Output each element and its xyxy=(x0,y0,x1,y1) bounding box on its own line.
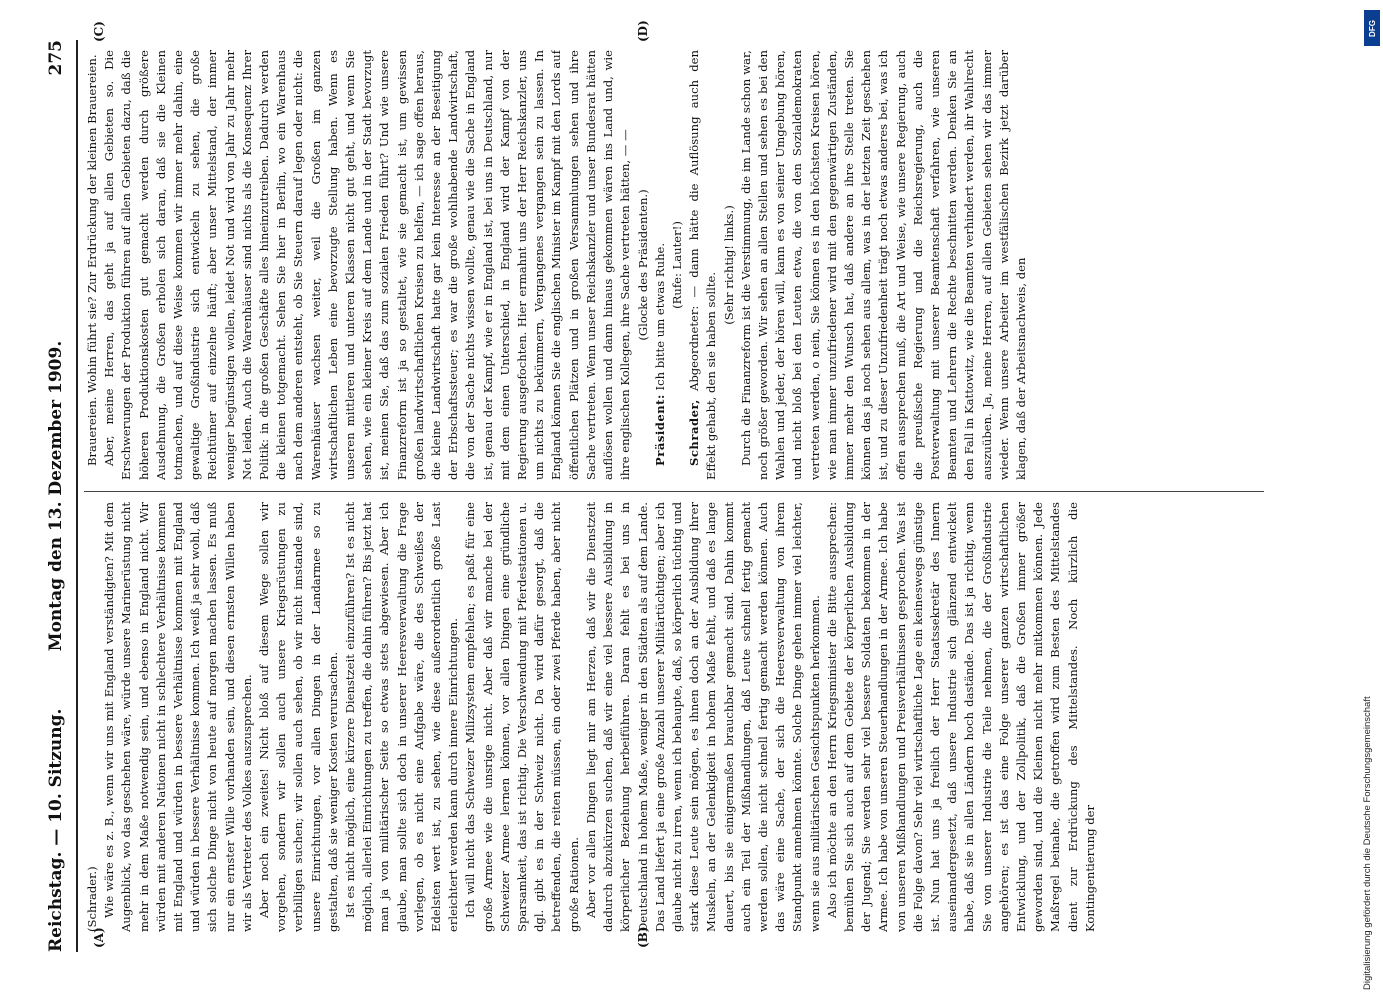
page-number: 275 xyxy=(46,40,66,76)
speaker-remark xyxy=(686,50,720,480)
applause-note: (Sehr richtig! links.) xyxy=(721,205,736,325)
paragraph: Wie wäre es z. B., wenn wir uns mit England verständigten? Mit dem Augenblick, wo das geschehen wäre, würde unsere Marinerüstung nicht mehr in dem Maße notwendig sein, und ebenso in England nicht. Wir würden mit anderen Nationen nicht in schlechtere Verhältnisse kommen mit England und würden in bessere Verhältnisse kommen mit England und würden in bessere Verhältnisse kommen. Ich weiß ja sehr wohl, daß sich solche Dinge nicht von heute auf morgen machen lassen. Es muß nur ein ernster Wille vorhanden sein, und diesen ernsten Willen haben wir als Vertreter des Volkes auszusprechen. xyxy=(102,502,254,932)
paragraph: Ich will nicht das Schweizer Milizsystem empfehlen; es paßt für eine große Armee wie die unsrige nicht. Aber daß wir manche bei der Schweizer Armee lernen können, vor allen Dingen eine gründliche Sparsamkeit, das ist richtig. Die Verschwendung mit Pferdestationen u. dgl. gibt es in der Schweiz nicht. Da wird dafür gesorgt, daß die betreffenden, die reiten müssen, ein oder zwei Pferde haben, aber nicht große Rationen. xyxy=(463,502,581,932)
left-column xyxy=(84,502,1274,932)
bell-note: (Glocke des Präsidenten.) xyxy=(635,189,650,341)
dfg-logo-text: DFG xyxy=(1367,19,1377,37)
paragraph: Brauereien. Wohin führt sie? Zur Erdrückung der kleinen Brauereien. xyxy=(85,54,99,466)
paragraph: Aber, meine Herren, das geht ja auf allen Gebieten so. Die Erschwerungen der Produktion führen auf allen Gebieten dazu, daß die höheren Produktionskosten gut gemacht werden durch größere Ausdehnung, die Großen erholen sich daran, daß sie die Kleinen totmachen, und auf diese Weise kommen wir immer mehr dahin, eine gewaltige Großindustrie sich entwickeln zu sehen, die große Reichtümer auf einzelne häuft; aber unser Mittelstand, der immer weniger begünstigen wollen, leidet Not und wird von Jahr zu Jahr mehr Not leiden. Auch die Warenhäuser sind nichts als die Konsequenz Ihrer Politik: in die großen Geschäfte alles hineinzutreiben. Dadurch werden die kleinen totgemacht. Sehen Sie hier in Berlin, wo ein Warenhaus nach dem anderen entsteht, ob Sie Steuern darauf legen oder nicht: die Warenhäuser wachsen weiter, weil die Großen im ganzen wirtschaftlichen Leben eine bevorzugte Stellung haben. Wenn es unseren mittleren und unteren Klassen nicht gut geht, und wenn Sie sehen, wie ein kleiner Kreis auf dem Lande und in der Stadt bevorzugt ist, meinen Sie, daß das zum sozialen Frieden führt? Und wie unsere Finanzreform ist ja so gestaltet, wie sie gemacht ist, um gewissen großen landwirtschaftlichen Kreisen zu helfen, — ich sage offen heraus, die kleine Landwirtschaft hatte gar kein Interesse an der Beseitigung der Erbschaftssteuer; es war die große wohlhabende Landwirtschaft, die von der Sache nichts wissen wollte, genau wie die Sache in England ist, genau der Kampf, wie er in England ist, bei uns in Deutschland, nur mit dem einen Unterschied, in England wird der Kampf von der Regierung ausgefochten. Hier ermahnt uns der Herr Reichskanzler, uns um nichts zu bekümmern, Vergangenes vergangen sein zu lassen. In England können Sie die englischen Minister im Kampf mit den Lords auf öffentlichen Plätzen und in großen Versammlungen sehen und ihre Sache vertreten. Wenn unser Reichskanzler und unser Bundesrat hätten auflösen wollen und dann hinaus gekommen wären ins Land und, wie ihre englischen Kollegen, ihre Sache vertreten hätten, — — xyxy=(102,50,633,480)
margin-marker-b: (B) xyxy=(636,926,650,948)
digitization-credit xyxy=(1352,10,1376,990)
paragraph: Aber vor allen Dingen liegt mir am Herzen, daß wir die Dienstzeit dadurch abzukürzen suchen, daß wir eine viel bessere Ausbildung in körperlicher Beziehung herbeiführen. Daran fehlt es bei uns in Deutschland in hohem Maße, weniger in den Städten als auf dem Lande. Das Land liefert ja eine große Anzahl unserer Militärtüchtigen; aber ich glaube nicht zu irren, wenn ich behaupte, daß, so körperlich tüchtig und stark diese Leute sein mögen, es ihnen doch an der Ausbildung ihrer Muskeln, an der Gelenkigkeit in hohem Maße fehlt, und daß es lange dauert, bis sie einigermaßen brauchbar gemacht sind. Dahin kommt auch ein Teil der Mißhandlungen, daß Leute schnell fertig gemacht werden sollen, die nicht schnell fertig gemacht werden können. Auch das wäre eine Sache, der sich die Heeresverwaltung von ihrem Standpunkt annehmen könnte. Solche Dinge gehen immer viel leichter, wenn sie aus militärischen Gesichtspunkten herkommen. xyxy=(583,502,822,932)
speaker-text: — dann hätte die Auflösung auch den Effekt gehabt, den sie haben sollte. xyxy=(687,50,719,480)
margin-marker-c: (C) xyxy=(92,21,106,42)
speaker-continued: (Schrader.) xyxy=(85,866,99,932)
margin-marker-a: (A) xyxy=(92,927,106,948)
header-rule xyxy=(76,40,78,952)
paragraph: Aber noch ein zweites! Nicht bloß auf diesem Wege sollen wir vorgehen, sondern wir sollen auch unsere Kriegsrüstungen zu verbilligen suchen; wir sollen auch sehen, ob wir nicht imstande sind, unsere Einrichtungen, vor allen Dingen in der Landarmee so zu gestalten, daß sie weniger Kosten verursachen. xyxy=(257,502,340,932)
call-note: (Rufe: Lauter!) xyxy=(669,221,684,309)
president-remark xyxy=(652,50,669,480)
margin-marker-d: (D) xyxy=(636,20,650,42)
dfg-logo xyxy=(1364,10,1380,46)
credit-text: Digitalisierung gefördert durch die Deutsche Forschungsgemeinschaft xyxy=(1362,696,1373,990)
right-column xyxy=(84,50,1274,480)
president-label: Präsident: xyxy=(652,394,667,466)
header-left: Reichstag. — 10. Sitzung. xyxy=(46,708,66,952)
president-text: Ich bitte um etwas Ruhe. xyxy=(652,242,667,391)
speaker-label: Schrader, xyxy=(687,399,702,466)
running-header xyxy=(44,40,74,952)
paragraph: Also ich möchte an den Herrn Kriegsminister die Bitte aussprechen: bemühen Sie sich auch auf dem Gebiete der körperlichen Ausbildung der Jugend; Sie werden sehr viel bessere Soldaten bekommen in der Armee. Ich habe von unseren Steuerhandlungen in der Armee. Ich habe von unseren Mißhandlungen und Preisverhältnissen gesprochen. Was ist die Folge davon? Sehr viel wirtschaftliche Lage ein keineswegs günstige ist. Nun hat uns ja freilich der Herr Staatssekretär des Innern auseinandergesetzt, daß unsere Industrie sich glänzend entwickelt habe, daß sie in allen Ländern hoch dastände. Das ist ja richtig, wenn Sie von unserer Industrie die Teile nehmen, die der Großindustrie angehören; es ist das eine Folge unserer ganzen wirtschaftlichen Entwicklung, und der Zollpolitik, daß die Großen immer größer geworden sind, und die Kleinen nicht mehr mitkommen können. Jede Maßregel beinahe, die getroffen wird zum Besten des Mittelstandes dient zur Erdrückung des Mittelstandes. Noch kürzlich die Kontingentierung der xyxy=(824,502,1097,932)
paragraph: Ist es nicht möglich, eine kürzere Dienstzeit einzuführen? Ist es nicht möglich, allerlei Einrichtungen zu treffen, die dahin führen? Bis jetzt hat man ja von militärischer Seite so etwas stets abgewiesen. Aber ich glaube, man sollte sich doch in unserer Heeresverwaltung die Frage vorlegen, ob es nicht eine Aufgabe wäre, die des Schweißes der Edelsten wert ist, zu sehen, wie diese außerordentlich große Last erleichtert werden kann durch innere Einrichtungen. xyxy=(343,502,461,932)
paragraph: Durch die Finanzreform ist die Verstimmung, die im Lande schon war, noch größer geworden. Wir sehen an allen Stellen und sehen es bei den Wahlen und jeder, der hören will, kann es von seiner Umgebung hören, und nicht bloß bei den Leuten etwa, die von den Sozialdemokraten vertreten werden, o nein, Sie können es in den höchsten Kreisen hören, wie man immer unzufriedener wird mit den gegenwärtigen Zuständen, immer mehr den Wunsch hat, daß andere an ihre Stelle treten. Sie können das ja noch sehen aus allem, was in der letzten Zeit geschehen ist, und zu dieser Unzufriedenheit trägt noch etwas anderes bei, was ich offen aussprechen muß, die Art und Weise, wie unsere Regierung, auch die preußische Regierung und die Reichsregierung, auch die Postverwaltung mit unserer Beamtenschaft verfahren, wie unseren Beamten und Lehrern die Rechte beschnitten werden. Denken Sie an den Fall in Kattowitz, wie die Beamten verhindert werden, ihr Wahlrecht auszuüben. Ja, meine Herren, auf allen Gebieten sehen wir das immer wieder. Wenn unsere Arbeiter im westfälischen Bezirk jetzt darüber klagen, daß der Arbeitsnachweis, den xyxy=(738,50,1028,480)
speaker-title: Abgeordneter: xyxy=(687,305,702,392)
header-date: Montag den 13. Dezember 1909. xyxy=(46,340,66,652)
column-divider xyxy=(84,491,1264,492)
